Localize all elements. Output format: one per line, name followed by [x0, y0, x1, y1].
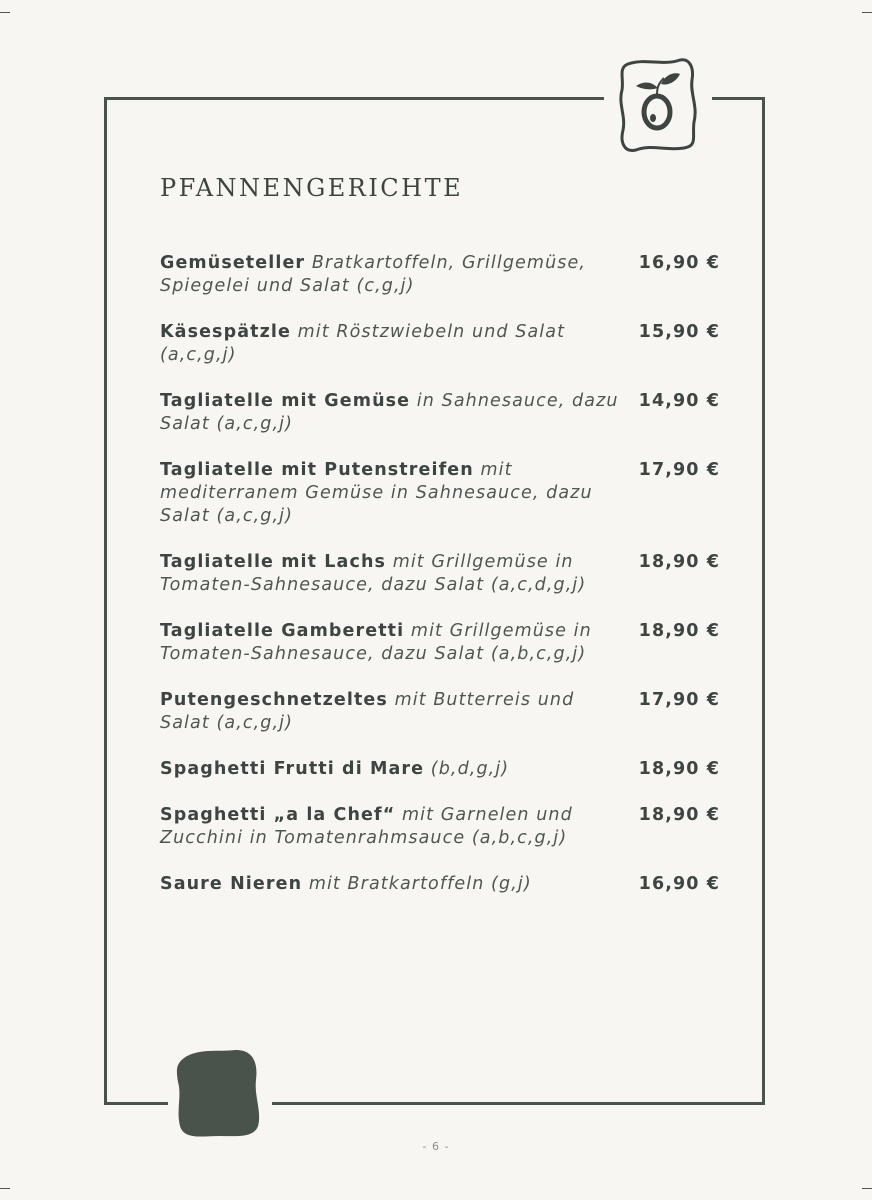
menu-item-price: 17,90 € [638, 690, 720, 710]
menu-item-price: 16,90 € [638, 874, 720, 894]
menu-item-description: mit Garnelen und Zucchini in Tomatenrahmsauce (a,b,c,g,j) [160, 805, 573, 848]
menu-item-description: mit mediterranem Gemüse in Sahnesauce, dazu Salat (a,c,g,j) [160, 460, 593, 526]
crop-mark-top-left [0, 12, 10, 13]
menu-item-name: Tagliatelle Gamberetti [160, 621, 405, 641]
menu-item-price: 17,90 € [638, 460, 720, 480]
menu-item-name: Spaghetti „a la Chef“ [160, 805, 396, 825]
menu-item-name: Tagliatelle mit Lachs [160, 552, 387, 572]
menu-item-price: 15,90 € [638, 322, 720, 342]
menu-item-price: 18,90 € [638, 552, 720, 572]
menu-item-price: 14,90 € [638, 391, 720, 411]
menu-item-name: Tagliatelle mit Gemüse [160, 391, 411, 411]
menu-item-description: mit Röstzwiebeln und Salat (a,c,g,j) [160, 322, 566, 365]
menu-item-name: Käsespätzle [160, 322, 291, 342]
menu-item [160, 804, 720, 850]
menu-item-description: mit Grillgemüse in Tomaten-Sahnesauce, dazu Salat (a,b,c,g,j) [160, 621, 592, 664]
menu-item [160, 321, 720, 367]
crop-mark-bottom-left [0, 1188, 10, 1189]
menu-item [160, 252, 720, 298]
menu-item [160, 873, 720, 896]
menu-item-name: Spaghetti Frutti di Mare [160, 759, 425, 779]
menu-item-price: 18,90 € [638, 759, 720, 779]
menu-item-description: mit Bratkartoffeln (g,j) [308, 874, 532, 894]
menu-item-price: 18,90 € [638, 805, 720, 825]
olive-logo-icon [614, 54, 700, 154]
menu-item-description: mit Butterreis und Salat (a,c,g,j) [160, 690, 575, 733]
menu-item-name: Tagliatelle mit Putenstreifen [160, 460, 474, 480]
menu-item [160, 459, 720, 528]
menu-item-description: (b,d,g,j) [430, 759, 510, 779]
menu-item-list [160, 252, 720, 919]
menu-item [160, 551, 720, 597]
menu-item [160, 620, 720, 666]
crop-mark-top-right [862, 12, 872, 13]
ink-blob-icon [174, 1044, 262, 1140]
menu-item-description: Bratkartoffeln, Grillgemüse, Spiegelei und Salat (c,g,j) [160, 253, 587, 296]
menu-item [160, 390, 720, 436]
menu-item-description: mit Grillgemüse in Tomaten-Sahnesauce, dazu Salat (a,c,d,g,j) [160, 552, 587, 595]
menu-item-name: Gemüseteller [160, 253, 306, 273]
menu-item-price: 16,90 € [638, 253, 720, 273]
crop-mark-bottom-right [862, 1188, 872, 1189]
menu-item-name: Saure Nieren [160, 874, 303, 894]
menu-item-name: Putengeschnetzeltes [160, 690, 388, 710]
menu-item-price: 18,90 € [638, 621, 720, 641]
page-number: - 6 - [422, 1140, 450, 1153]
section-title: PFANNENGERICHTE [160, 174, 464, 202]
menu-item [160, 758, 720, 781]
menu-item-description: in Sahnesauce, dazu Salat (a,c,g,j) [160, 391, 619, 434]
menu-item [160, 689, 720, 735]
